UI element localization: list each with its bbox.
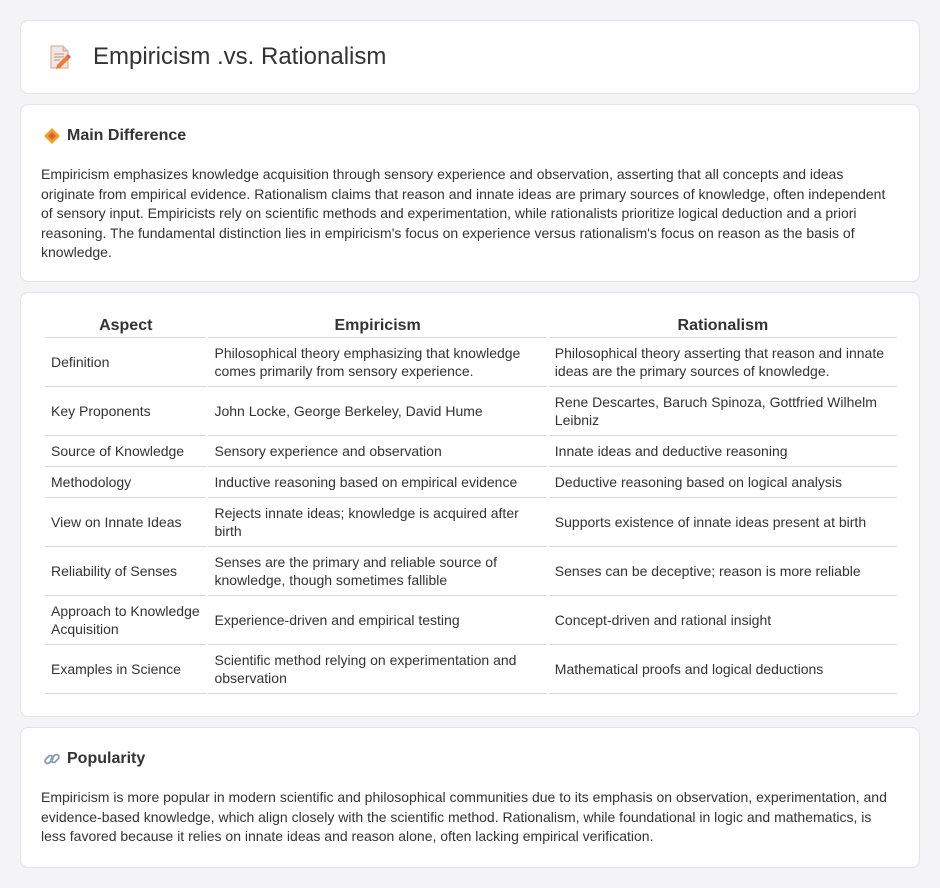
popularity-heading: Popularity [67,750,146,767]
table-cell-aspect: Examples in Science [45,645,206,694]
table-row [45,338,897,387]
table-cell-empiricism: Scientific method relying on experimentation and observation [208,645,546,694]
popularity-card [20,727,920,868]
table-cell-rationalism: Mathematical proofs and logical deductions [549,645,897,694]
table-cell-empiricism: Experience-driven and empirical testing [208,596,546,645]
table-cell-empiricism: Senses are the primary and reliable source of knowledge, though sometimes fallible [208,547,546,596]
table-cell-aspect: Methodology [45,467,206,498]
document-pencil-icon [45,43,73,71]
table-cell-rationalism: Philosophical theory asserting that reason and innate ideas are the primary sources of knowledge. [549,338,897,387]
table-row [45,387,897,436]
table-row [45,547,897,596]
table-cell-empiricism: Inductive reasoning based on empirical evidence [208,467,546,498]
table-cell-rationalism: Concept-driven and rational insight [549,596,897,645]
table-cell-rationalism: Innate ideas and deductive reasoning [549,436,897,467]
table-cell-rationalism: Senses can be deceptive; reason is more reliable [549,547,897,596]
table-row [45,596,897,645]
table-cell-aspect: Approach to Knowledge Acquisition [45,596,206,645]
table-header-row [45,315,897,338]
table-row [45,436,897,467]
comparison-table [43,315,899,694]
popularity-text: Empiricism is more popular in modern scientific and philosophical communities due to its emphasis on observation, experimentation, and evidence-based knowledge, which align closely with the scientific method. Rationalism, while foundational in logic and mathematics, is less favored because it relies on innate ideas and reason alone, often lacking empirical verification. [41,789,887,845]
table-cell-aspect: Source of Knowledge [45,436,206,467]
page-title: Empiricism .vs. Rationalism [93,43,387,70]
table-cell-rationalism: Deductive reasoning based on logical analysis [549,467,897,498]
header-card [20,20,920,94]
table-cell-empiricism: Sensory experience and observation [208,436,546,467]
table-row [45,467,897,498]
main-difference-card [20,104,920,282]
table-cell-empiricism: Philosophical theory emphasizing that knowledge comes primarily from sensory experience. [208,338,546,387]
title-row [45,43,386,71]
main-difference-heading: Main Difference [67,127,187,144]
table-cell-aspect: Reliability of Senses [45,547,206,596]
comparison-table-card [20,292,920,717]
table-cell-aspect: Definition [45,338,206,387]
table-cell-aspect: View on Innate Ideas [45,498,206,547]
column-header-aspect: Aspect [45,315,206,338]
table-cell-rationalism: Supports existence of innate ideas present at birth [549,498,897,547]
table-row [45,645,897,694]
table-cell-rationalism: Rene Descartes, Baruch Spinoza, Gottfried Wilhelm Leibniz [549,387,897,436]
main-difference-heading-row [43,127,186,145]
popularity-heading-row [43,750,145,768]
diamond-icon [43,127,61,145]
table-cell-empiricism: Rejects innate ideas; knowledge is acquired after birth [208,498,546,547]
column-header-rationalism: Rationalism [549,315,897,338]
table-cell-aspect: Key Proponents [45,387,206,436]
main-difference-text: Empiricism emphasizes knowledge acquisition through sensory experience and observation, asserting that all concepts and ideas originate from empirical evidence. Rationalism claims that reason and innate ideas are primary sources of knowledge, often independent of sensory input. Empiricists rely on scientific methods and experimentation, while rationalists prioritize logical deduction and a priori reasoning. The fundamental distinction lies in empiricism's focus on experience versus rationalism's focus on reason as the basis of knowledge. [41,166,886,261]
table-row [45,498,897,547]
column-header-empiricism: Empiricism [208,315,546,338]
link-icon [43,750,61,768]
table-cell-empiricism: John Locke, George Berkeley, David Hume [208,387,546,436]
